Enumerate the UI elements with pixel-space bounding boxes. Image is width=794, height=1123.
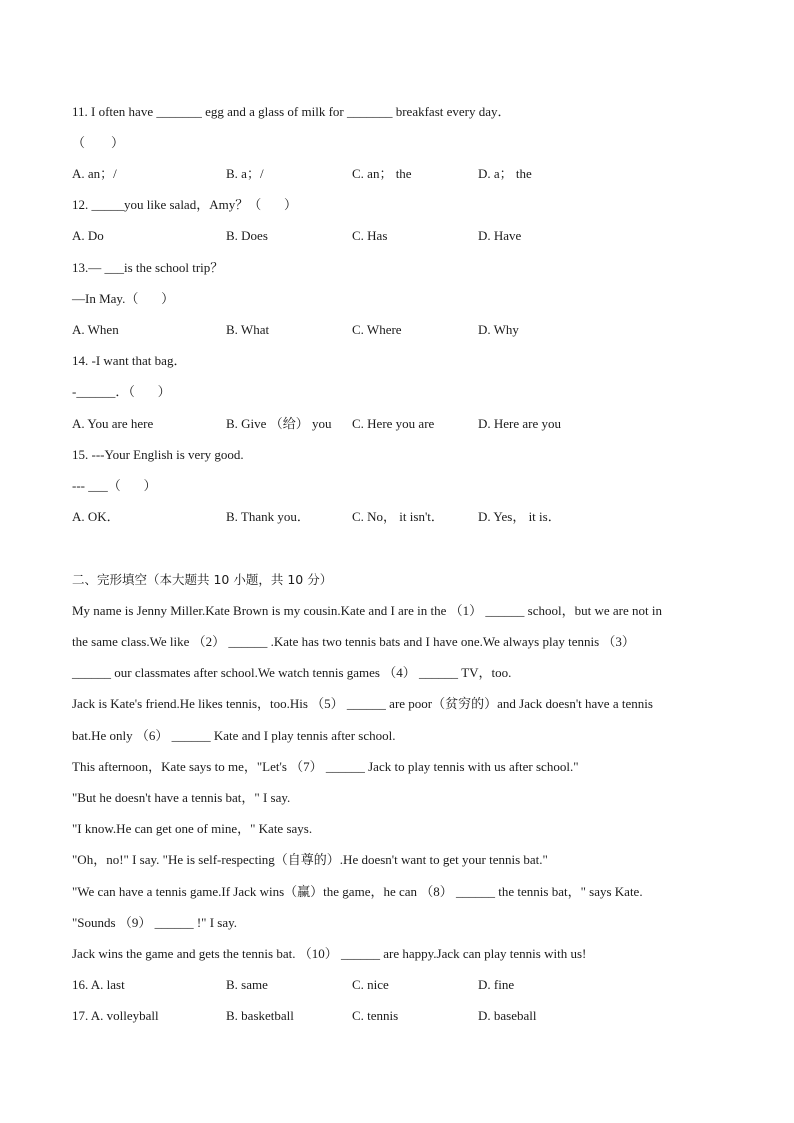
- q16-option-b: B. same: [226, 977, 268, 992]
- question-14-reply: -______．（ ）: [72, 384, 171, 399]
- q15-option-c: C. No， it isn't．: [352, 509, 444, 524]
- passage-line: "I know.He can get one of mine，" Kate says.: [72, 821, 313, 836]
- q11-option-a: A. an；/: [72, 166, 117, 181]
- question-14-stem: 14. -I want that bag．: [72, 353, 187, 368]
- passage-line: "Oh，no!" I say. "He is self-respecting（自尊的）.He doesn't want to get your tennis bat.": [72, 852, 548, 867]
- section-heading-cloze: 二、完形填空（本大题共 10 小题，共 10 分）: [72, 572, 333, 587]
- question-13-reply: —In May.（ ）: [72, 291, 175, 306]
- q17-option-b: B. basketball: [226, 1008, 294, 1023]
- q13-option-d: D. Why: [478, 322, 519, 337]
- q16-option-d: D. fine: [478, 977, 515, 992]
- q17-option-d: D. baseball: [478, 1008, 537, 1023]
- q14-option-c: C. Here you are: [352, 416, 435, 431]
- passage-line: Jack wins the game and gets the tennis bat. （10） ______ are happy.Jack can play tennis with us!: [72, 946, 587, 961]
- q12-option-d: D. Have: [478, 228, 522, 243]
- q17-option-c: C. tennis: [352, 1008, 399, 1023]
- q13-option-c: C. Where: [352, 322, 402, 337]
- passage-line: This afternoon，Kate says to me，"Let's （7） ______ Jack to play tennis with us after school.": [72, 759, 579, 774]
- passage-line: "But he doesn't have a tennis bat，" I say.: [72, 790, 291, 805]
- passage-line: "We can have a tennis game.If Jack wins（赢）the game，he can （8） ______ the tennis bat，" says Kate.: [72, 884, 643, 899]
- q13-option-b: B. What: [226, 322, 270, 337]
- passage-line: ______ our classmates after school.We watch tennis games （4） ______ TV，too.: [72, 665, 512, 680]
- passage-line: bat.He only （6） ______ Kate and I play tennis after school.: [72, 728, 396, 743]
- q14-option-a: A. You are here: [72, 416, 154, 431]
- question-11-stem: 11. I often have _______ egg and a glass of milk for _______ breakfast every day．: [72, 104, 511, 119]
- passage-line: My name is Jenny Miller.Kate Brown is my cousin.Kate and I are in the （1） ______ school，but we are not in: [72, 603, 662, 618]
- q12-option-b: B. Does: [226, 228, 268, 243]
- question-15-stem: 15. ---Your English is very good.: [72, 447, 244, 462]
- q12-option-a: A. Do: [72, 228, 104, 243]
- q12-option-c: C. Has: [352, 228, 388, 243]
- question-15-reply: --- ___（ ）: [72, 478, 157, 493]
- question-12-stem: 12. _____you like salad，Amy？（ ）: [72, 197, 297, 212]
- passage-line: the same class.We like （2） ______ .Kate has two tennis bats and I have one.We always play tennis （3）: [72, 634, 635, 649]
- q17-option-a: 17. A. volleyball: [72, 1008, 159, 1023]
- passage-line: Jack is Kate's friend.He likes tennis，too.His （5） ______ are poor（贫穷的）and Jack doesn't have a tennis: [72, 696, 653, 711]
- q15-option-a: A. OK．: [72, 509, 120, 524]
- q11-option-b: B. a；/: [226, 166, 264, 181]
- q13-option-a: A. When: [72, 322, 119, 337]
- q16-option-a: 16. A. last: [72, 977, 125, 992]
- q14-option-d: D. Here are you: [478, 416, 562, 431]
- q11-option-c: C. an； the: [352, 166, 412, 181]
- q11-option-d: D. a； the: [478, 166, 532, 181]
- q15-option-b: B. Thank you．: [226, 509, 310, 524]
- passage-line: "Sounds （9） ______ !" I say.: [72, 915, 238, 930]
- q15-option-d: D. Yes， it is．: [478, 509, 561, 524]
- question-11-answer-paren: （ ）: [72, 135, 125, 150]
- q14-option-b: B. Give （给） you: [226, 416, 332, 431]
- q16-option-c: C. nice: [352, 977, 389, 992]
- question-13-stem: 13.— ___is the school trip？: [72, 260, 224, 275]
